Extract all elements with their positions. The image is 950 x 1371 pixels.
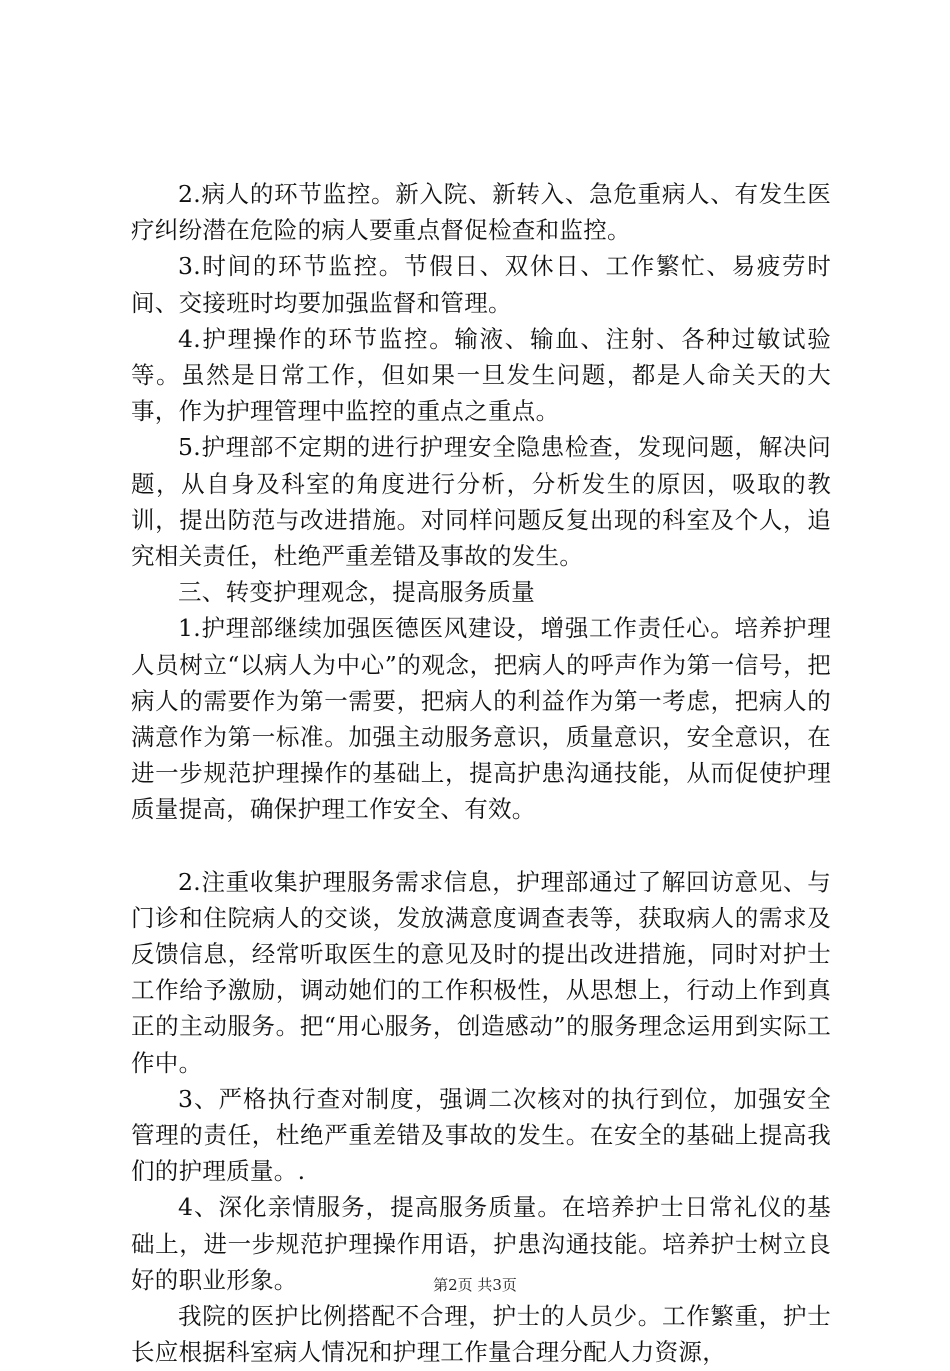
paragraph-patient-monitoring: 2.病人的环节监控。新入院、新转入、急危重病人、有发生医疗纠纷潜在危险的病人要重点督促检查和监控。 [131, 180, 831, 245]
paragraph-operation-monitoring: 4.护理操作的环节监控。输液、输血、注射、各种过敏试验等。虽然是日常工作，但如果一旦发生问题，都是人命关天的大事，作为护理管理中监控的重点之重点。 [131, 324, 831, 426]
paragraph-care-service: 4、深化亲情服务，提高服务质量。在培养护士日常礼仪的基础上，进一步规范护理操作用语，护患沟通技能。培养护士树立良好的职业形象。 [131, 1193, 831, 1294]
paragraph-time-monitoring: 3.时间的环节监控。节假日、双休日、工作繁忙、易疲劳时间、交接班时均要加强监督和管理。 [131, 252, 831, 317]
paragraph-safety-inspection: 5.护理部不定期的进行护理安全隐患检查，发现问题，解决问题，从自身及科室的角度进行分析，分析发生的原因，吸取的教训，提出防范与改进措施。对同样问题反复出现的科室及个人，追究相关责任，杜绝严重差错及事故的发生。 [131, 433, 831, 571]
paragraph-verification-system: 3、严格执行查对制度，强调二次核对的执行到位，加强安全管理的责任，杜绝严重差错及事故的发生。在安全的基础上提高我们的护理质量。. [131, 1084, 831, 1186]
document-body [131, 176, 831, 1371]
page-footer: 第2页 共3页 [433, 1276, 517, 1294]
paragraph-demand-collection: 2.注重收集护理服务需求信息，护理部通过了解回访意见、与门诊和住院病人的交谈，发放满意度调查表等，获取病人的需求及反馈信息，经常听取医生的意见及时的提出改进措施，同时对护士工作给予激励，调动她们的工作积极性，从思想上，行动上作到真正的主动服务。把“用心服务，创造感动”的服务理念运用到实际工作中。 [131, 867, 831, 1077]
paragraph-ethics-building: 1.护理部继续加强医德医风建设，增强工作责任心。培养护理人员树立“以病人为中心”的观念，把病人的呼声作为第一信号，把病人的需要作为第一需要，把病人的利益作为第一考虑，把病人的满意作为第一标准。加强主动服务意识，质量意识，安全意识，在进一步规范护理操作的基础上，提高护患沟通技能，从而促使护理质量提高，确保护理工作安全、有效。 [131, 614, 831, 824]
section-heading-three: 三、转变护理观念，提高服务质量 [178, 578, 535, 607]
paragraph-staffing: 我院的医护比例搭配不合理，护士的人员少。工作繁重，护士长应根据科室病人情况和护理工作量合理分配人力资源， [131, 1302, 831, 1367]
